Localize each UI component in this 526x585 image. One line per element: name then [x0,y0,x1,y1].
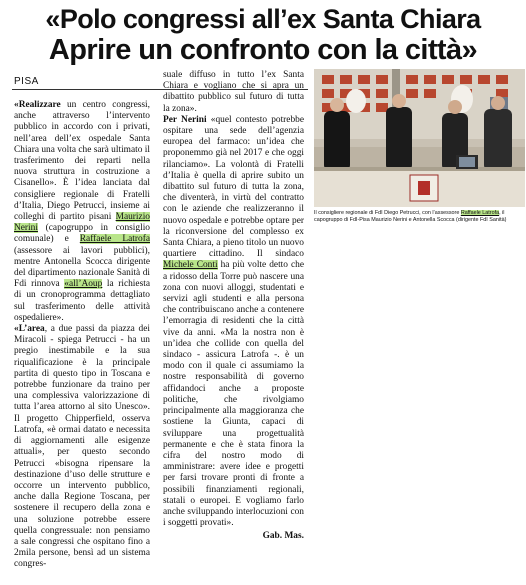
section-label: PISA [14,76,39,87]
column-1-text [14,100,150,571]
photo-caption [314,210,525,224]
body-text: un centro congressi, anche attraverso l’intervento pubblico in accordo con i privati, nell’area dell’ex ospedale Santa Chiara una volta che sarà ultimato il trasferimento dei reparti nella nuova struttura in costruzione a Cisanello». È l’idea lanciata dal consigliere regionale di Fratelli d’Italia, Diego Petrucci, insieme ai colleghi di partito pisani [14,100,150,223]
highlighted-name: Maurizio Nerini [14,212,150,234]
highlighted-name: «all’Aoup [64,279,103,290]
body-text: suale diffuso in tutto l’ex Santa Chiara e vogliano che si apra un dibattito pubblico sul futuro di tutta la zona». [163,70,304,114]
body-text: , a due passi da piazza dei Miracoli - spiega Petrucci - ha un pregio inestimabile e la sua riqualificazione è la principale partita di questo tipo in Toscana e potrebbe funzionare da traino per una complessiva valorizzazione di tutta l’area attorno al sito Unesco». Il progetto Chipperfield, osserva Latrofa, «è ormai datato e necessita di aggiornamenti alle esigenze attuali», per questo secondo Petrucci «bisogna ripensare la destinazione d’uso delle strutture e occorre un intervento pubblico, anche dalla Regione Toscana, per sostenere il recupero della zona e una soluzione potrebbe essere quella congressuale: non pensiamo a sale congressi che ospitano fino a 2mila persone, bensì ad un sistema congres- [14,324,150,570]
body-text: la richiesta di un cronoprogramma dettagliato sul trasferimento delle attività ospedaliere». [14,279,150,323]
article-column-2 [163,70,304,543]
headline-line-1: «Polo congressi all’ex Santa Chiara [45,4,481,34]
lead-in-bold: «L’area [14,324,45,335]
body-text: ha più volte detto che a ridosso della Torre può nascere una zona con nuovi alloggi, studentati e servizi agli studenti e alla persona che contribuiscano anche a contenere l’emorragia di residenti che la città vive da anni. «Ma la nostra non è un’idea che collide con quella del sindaco - assicura Latrofa -. è un modo con il quale ci assumiamo la nostre responsabilità di governo affidandoci anche a proposte politiche, che rivolgiamo principalmente alla maggioranza che sostiene la Giunta, capaci di sviluppare una progettualità permanente e che è stata finora la cifra del nostro modo di amministrare: avere idee e progetti per farsi trovare pronti di fronte a possibili finanziamenti regionali, statali o europei. E vogliamo farlo anche sviluppando interlocuzioni con i soggetti provati». [163,260,304,529]
headline-line-2: Aprire un confronto con la città» [48,34,478,66]
article-column-1 [14,100,150,571]
column-2-text [163,70,304,529]
highlighted-name: Michele Conti [163,260,218,271]
press-conference-photo [314,69,525,207]
lead-in-bold: «Realizzare [14,100,61,110]
caption-highlight: Raffaele Latrofa [460,210,500,216]
body-text: «quel contesto potrebbe ospitare una sede dell’agenzia europea del farmaco: un’idea che proponemmo già nel 2017 e che oggi rilanciamo». La volontà di Fratelli d’Italia è quella di aprire subito un dibattito sul futuro di tutta la zona, che diventerà, in virtù del contratto con le aziende che realizzeranno il nuovo ospedale e potrebbe optare per la riconversione del complesso ex Santa Chiara, a pieno titolo un nuovo quartiere cittadino. Il sindaco [163,114,304,260]
caption-text-before: Il consigliere regionale di FdI Diego Petrucci, con l’assessore [314,210,461,216]
signature: Gab. Mas. [262,531,304,542]
highlighted-name: Raffaele Latrofa [79,234,150,245]
caption-text-after: , il capogruppo di FdI-Pisa Maurizio Nerini e Antonella Scocca (dirigente FdI Sanità) [314,210,507,223]
lead-in-bold: Per Nerini [163,114,207,125]
body-text: (assessore ai lavori pubblici), mentre Antonella Scocca dirigente del dipartimento nazionale Sanità di Fdi rinnova [14,245,150,290]
body-text: (capogruppo in consiglio comunale) e [14,223,150,245]
photo-illustration [314,69,525,207]
